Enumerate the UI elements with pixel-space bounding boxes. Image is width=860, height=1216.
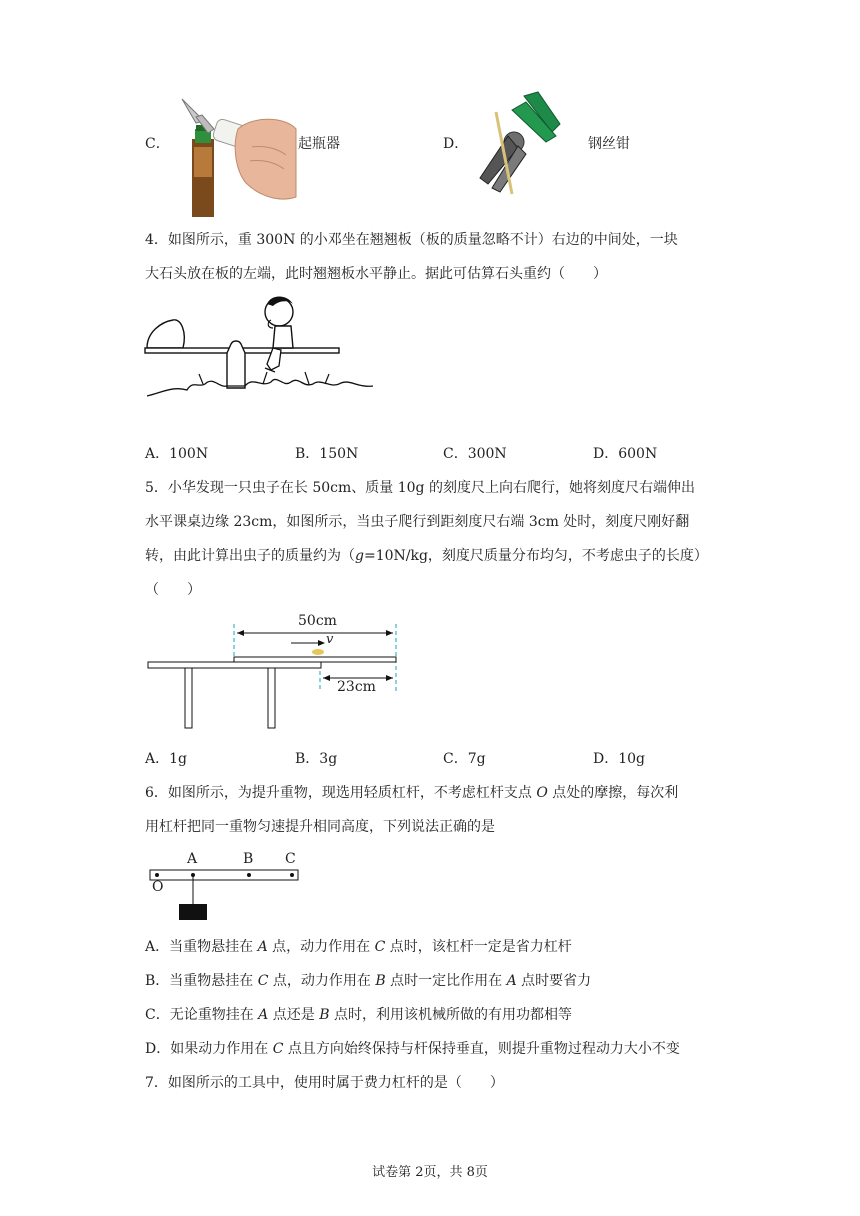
q6-d-p1: D．如果动力作用在 (145, 1041, 273, 1057)
q6-b-p3: 点时一定比作用在 (385, 973, 507, 989)
q6-a-p1: A．当重物悬挂在 (145, 939, 258, 955)
q6-c-p3: 点时，利用该机械所做的有用功都相等 (329, 1007, 572, 1023)
q5-line-1: 5．小华发现一只虫子在长 50cm、质量 10g 的刻度尺上向右爬行，她将刻度尺右端伸出 (145, 480, 695, 496)
q3-option-d-label: 钢丝钳 (588, 136, 630, 152)
lever-point-o: O (152, 879, 164, 895)
q6-b-p2: 点，动力作用在 (268, 973, 376, 989)
q6-line-1-o: O (536, 785, 548, 801)
lever-point-b: B (243, 851, 254, 867)
q6-a-i1: A (257, 939, 268, 955)
q5-line-2: 水平课桌边缘 23cm，如图所示，当虫子爬行到距刻度尺右端 3cm 处时，刻度尺刚好翻 (145, 514, 690, 530)
q5-line-3-post: =10N/kg，刻度尺质量分布均匀，不考虑虫子的长度） (363, 548, 708, 564)
q6-a-p3: 点时，该杠杆一定是省力杠杆 (385, 939, 572, 955)
q7-line-1: 7．如图所示的工具中，使用时属于费力杠杆的是（ ） (145, 1075, 504, 1091)
q6-c-i1: A (258, 1007, 269, 1023)
q4-option-b: B．150N (295, 446, 359, 462)
q3-option-c-letter: C． (145, 136, 170, 152)
q4-line-2: 大石头放在板的左端，此时翘翘板水平静止。据此可估算石头重约（ ） (145, 266, 607, 282)
q6-line-1-post: 点处的摩擦，每次利 (547, 785, 679, 801)
q4-option-d: D．600N (593, 446, 658, 462)
ruler-length-label: 50cm (298, 613, 337, 629)
q6-option-d (145, 1039, 680, 1059)
page-footer: 试卷第 2页，共 8页 (372, 1165, 488, 1180)
q5-line-4: （ ） (145, 582, 201, 598)
velocity-label: v (326, 632, 334, 647)
q4-line-1: 4．如图所示，重 300N 的小邓坐在翘翘板（板的质量忽略不计）右边的中间处，一块 (145, 232, 678, 248)
q4-option-a: A．100N (145, 446, 209, 462)
q5-line-3-pre: 转，由此计算出虫子的质量约为（ (145, 548, 355, 564)
q5-option-a: A．1g (145, 751, 187, 767)
seesaw-figure (143, 292, 379, 402)
q6-b-i2: B (375, 973, 386, 989)
q6-a-p2: 点，动力作用在 (267, 939, 375, 955)
q6-line-1 (145, 783, 678, 803)
q6-option-b (145, 971, 591, 991)
q6-a-i2: C (374, 939, 386, 955)
q3-option-d-letter: D． (443, 136, 469, 152)
bottle-opener-image (174, 99, 296, 217)
wire-pliers-image (472, 92, 562, 194)
q6-line-2: 用杠杆把同一重物匀速提升相同高度，下列说法正确的是 (145, 819, 495, 835)
q5-line-3-g: g (355, 548, 364, 564)
q6-d-i1: C (272, 1041, 284, 1057)
q3-option-c-label: 起瓶器 (298, 136, 340, 152)
q6-c-i2: B (319, 1007, 330, 1023)
q6-option-a (145, 937, 572, 957)
q6-line-1-pre: 6．如图所示，为提升重物，现选用轻质杠杆，不考虑杠杆支点 (145, 785, 537, 801)
q6-option-c (145, 1005, 572, 1025)
q5-option-d: D．10g (593, 751, 646, 767)
lever-point-c: C (285, 851, 296, 867)
q6-b-i1: C (257, 973, 269, 989)
lever-figure (148, 852, 308, 922)
q5-option-c: C．7g (443, 751, 486, 767)
q6-c-p1: C．无论重物挂在 (145, 1007, 259, 1023)
ruler-table-figure (147, 616, 407, 732)
q4-option-c: C．300N (443, 446, 507, 462)
q6-b-p4: 点时要省力 (516, 973, 592, 989)
lever-point-a: A (187, 851, 198, 867)
q5-option-b: B．3g (295, 751, 338, 767)
q5-line-3 (145, 546, 708, 566)
q6-b-p1: B．当重物悬挂在 (145, 973, 258, 989)
q6-d-p2: 点且方向始终保持与杆保持垂直，则提升重物过程动力大小不变 (283, 1041, 680, 1057)
q6-b-i3: A (506, 973, 517, 989)
q6-c-p2: 点还是 (268, 1007, 320, 1023)
overhang-label: 23cm (337, 679, 376, 695)
